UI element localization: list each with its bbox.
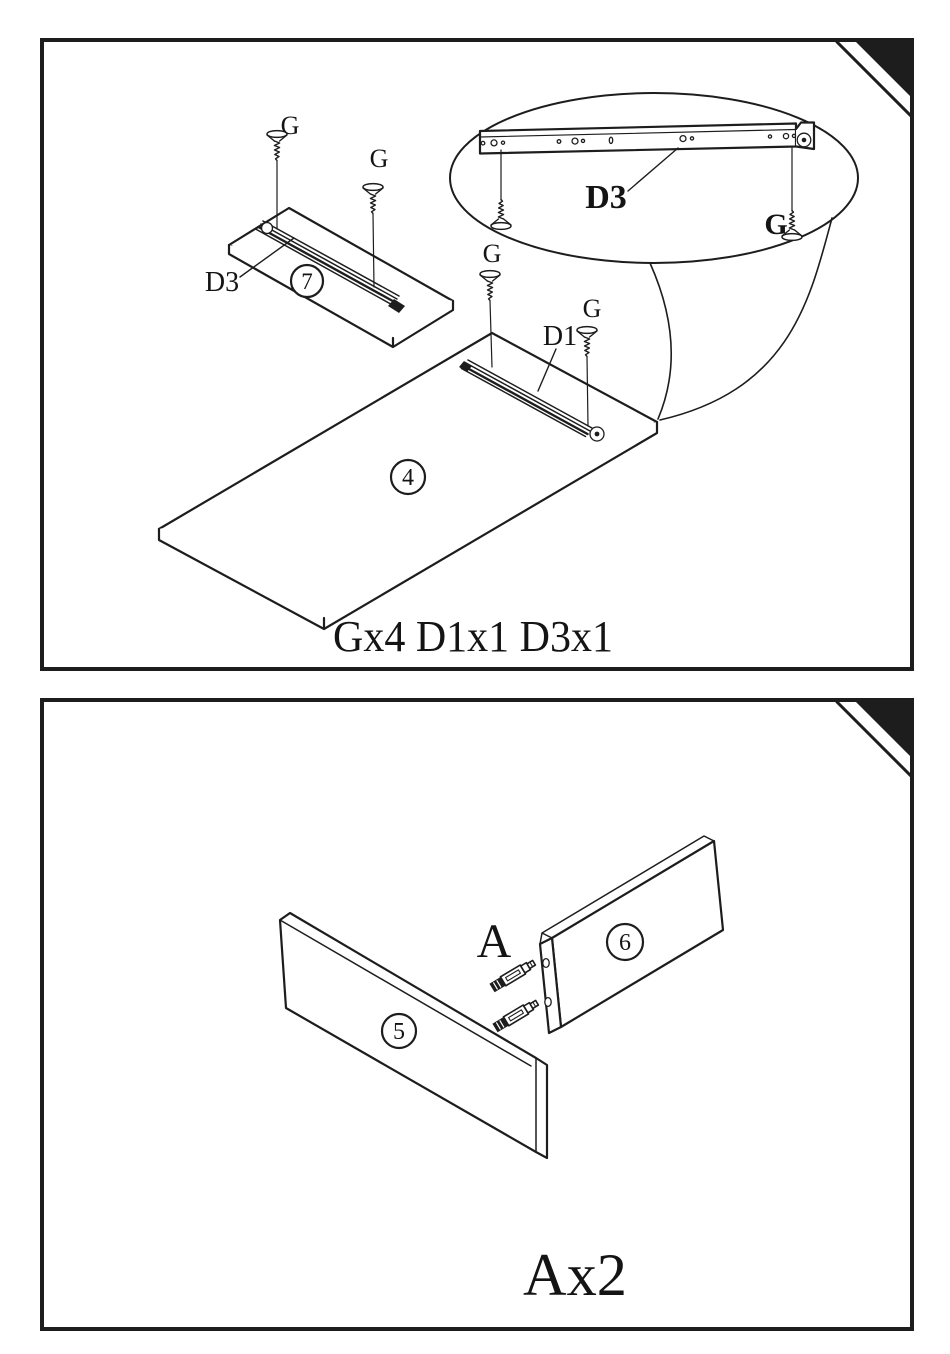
drawer-slide-d3-detail bbox=[480, 123, 814, 154]
corner-fold-decoration bbox=[837, 702, 910, 783]
part-badge-6 bbox=[607, 924, 643, 960]
part-number-6: 6 bbox=[619, 930, 631, 956]
label-d3-detail: D3 bbox=[585, 179, 627, 216]
part-number-4: 4 bbox=[402, 465, 414, 491]
label-g-3: G bbox=[482, 239, 502, 268]
part-badge-5 bbox=[382, 1014, 416, 1048]
screw-g-detail-left bbox=[491, 150, 511, 229]
part-badge-4 bbox=[391, 460, 425, 494]
dowel-a-2 bbox=[492, 998, 539, 1032]
corner-fold-decoration bbox=[837, 42, 910, 123]
hardware-count-note-step2: Ax2 bbox=[523, 1242, 627, 1308]
step-1-panel bbox=[40, 38, 914, 671]
label-d1: D1 bbox=[542, 321, 578, 352]
part-badge-7 bbox=[291, 265, 323, 297]
step-2-panel bbox=[40, 698, 914, 1331]
step-1-drawing bbox=[44, 42, 910, 667]
label-g-2: G bbox=[369, 144, 389, 173]
d3-detail-leader-line bbox=[628, 148, 678, 191]
hardware-count-note-step1: Gx4 D1x1 D3x1 bbox=[333, 612, 613, 661]
dowel-hole-bottom bbox=[545, 998, 551, 1007]
part-number-7: 7 bbox=[301, 269, 313, 294]
label-g-4: G bbox=[582, 294, 602, 323]
part-number-5: 5 bbox=[393, 1019, 405, 1045]
label-a: A bbox=[476, 915, 512, 968]
label-g-detail: G bbox=[764, 208, 788, 241]
label-g-1: G bbox=[280, 111, 300, 140]
dowel-hole-top bbox=[543, 959, 549, 968]
label-d3-board: D3 bbox=[204, 267, 240, 298]
step-2-drawing bbox=[44, 702, 910, 1327]
